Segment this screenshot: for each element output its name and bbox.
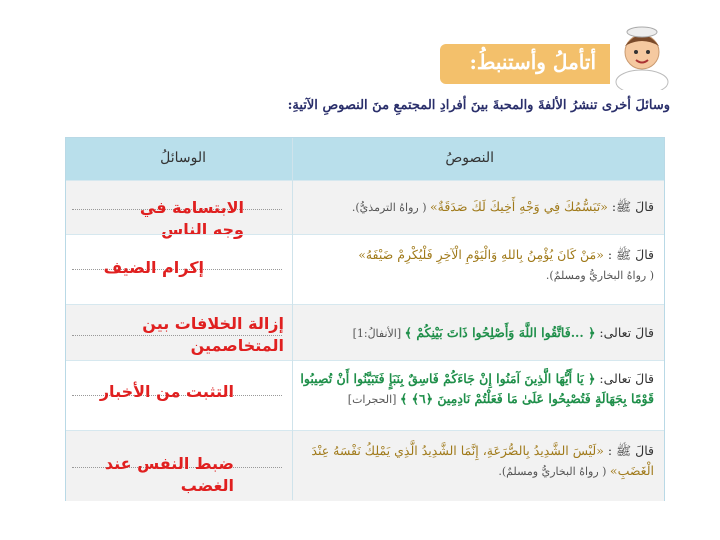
instruction-text: وسائلَ أخرى تنشرُ الألفةَ والمحبةَ بينَ أفرادِ المجتمعِ منَ النصوصِ الآتيةِ: — [287, 98, 670, 113]
row-verse: ﴿ يَا أَيُّهَا الَّذِينَ آمَنُوا إِنْ جَاءَكُمْ فَاسِقٌ بِنَبَإٍ فَتَبَيَّنُوا أَنْ تُصِيبُوا قَوْمًا بِجَهَالَةٍ فَتُصْبِحُوا عَلَىٰ مَا فَعَلْتُمْ نَادِمِينَ ﴿٦﴾ ﴾ — [300, 371, 654, 406]
answer-text: إكرام الضيف — [103, 258, 204, 277]
row-prefix: قالَ تعالى: — [595, 325, 654, 340]
row-reference: ( رواهُ البخاريُّ ومسلمٌ). — [498, 465, 610, 478]
table-row — [66, 234, 664, 305]
row-text — [304, 197, 654, 218]
table-row — [66, 304, 664, 361]
section-banner — [440, 44, 610, 84]
row-prefix: قالَ تعالى: — [595, 371, 654, 386]
header-means-label: الوسائلُ — [160, 150, 206, 166]
row-verse: ﴿ ...فَاتَّقُوا اللَّهَ وَأَصْلِحُوا ذَاتَ بَيْنِكُمْ ﴾ — [404, 325, 596, 340]
table-row — [66, 360, 664, 431]
header-means — [66, 138, 292, 180]
column-divider — [292, 138, 293, 500]
student-avatar-icon — [612, 22, 672, 90]
section-title: أتأملُ وأستنبطُ: — [469, 50, 596, 74]
table-row — [66, 180, 664, 239]
row-reference: ( رواهُ الترمذيُّ). — [351, 201, 430, 214]
row-quote: «لَيْسَ الشَّدِيدُ بِالصُّرَعَةِ، إِنَّمَا الشَّدِيدُ الَّذِي يَمْلِكُ نَفْسَهُ عِنْدَ الْغَضَبِ» — [311, 443, 654, 478]
texts-table — [65, 137, 665, 501]
row-quote: «مَنْ كَانَ يُؤْمِنُ بِاللهِ وَالْيَوْمِ الْآخِرِ فَلْيُكْرِمْ ضَيْفَهُ» — [358, 247, 604, 262]
row-text — [294, 369, 654, 410]
answer-text: التثبت من الأخبار — [99, 382, 234, 401]
answer-text: إزالة الخلافات بين المتخاصمين — [142, 314, 284, 355]
header-texts — [292, 138, 664, 180]
row-text — [304, 323, 654, 344]
header-texts-label: النصوصُ — [445, 150, 494, 166]
row-quote: «تَبَسُّمُكَ فِي وَجْهِ أَخِيكَ لَكَ صَدَقَةٌ» — [429, 199, 608, 214]
row-prefix: قالَ ﷺ: — [607, 199, 654, 214]
row-reference: [الأنفالُ:1] — [352, 327, 405, 340]
row-reference: ( رواهُ البخاريُّ ومسلمٌ). — [545, 269, 654, 282]
answer-text: ضبط النفس عند الغضب — [104, 454, 234, 495]
answer-text: الابتسامة في وجه الناس — [139, 198, 244, 239]
row-text — [304, 245, 654, 286]
row-reference: [الحجرات] — [347, 393, 400, 406]
row-prefix: قالَ ﷺ : — [603, 443, 654, 458]
row-text — [304, 441, 654, 482]
table-row — [66, 430, 664, 501]
row-prefix: قالَ ﷺ : — [603, 247, 654, 262]
